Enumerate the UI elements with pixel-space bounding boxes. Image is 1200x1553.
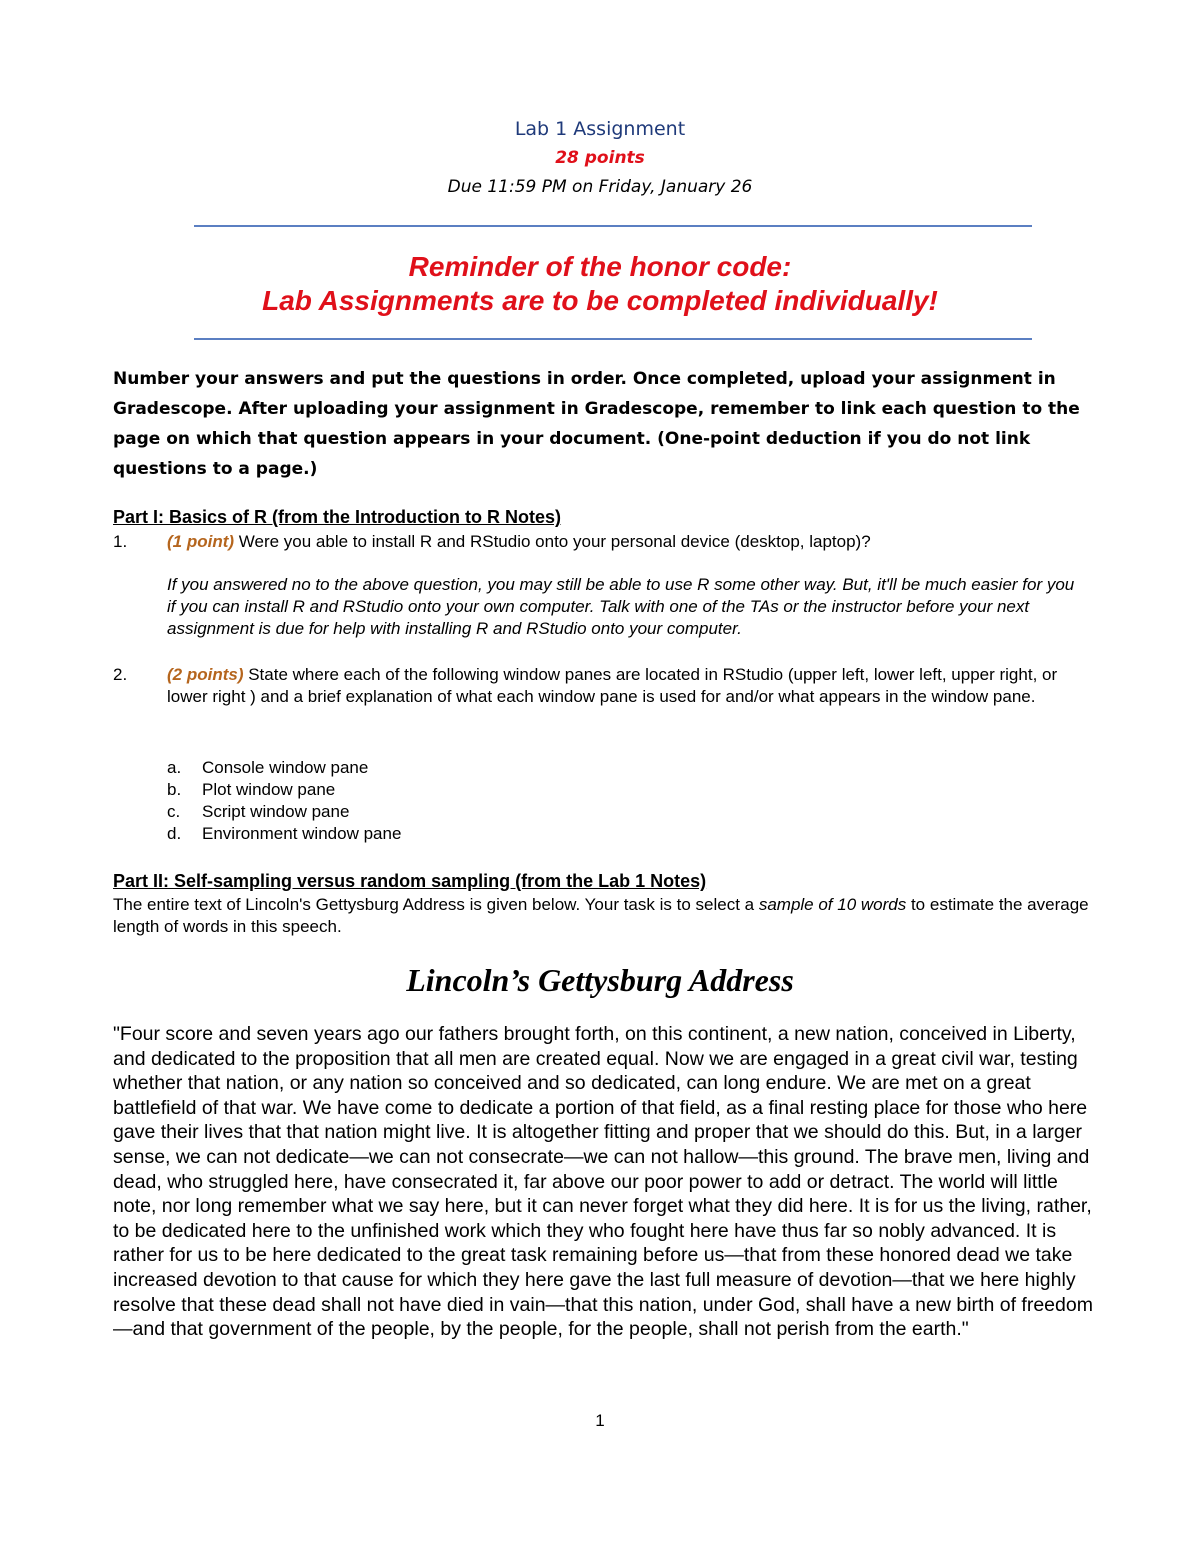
- q1-points: (1 point): [167, 532, 235, 551]
- part2-heading: Part II: Self-sampling versus random sampling (from the Lab 1 Notes): [113, 871, 707, 891]
- q2-text: State where each of the following window panes are located in RStudio (upper left, lower left, upper right, or lower right ) and a brief explanation of what each window pane is used for and/or what appears in the window pane.: [167, 665, 1058, 706]
- q2-item-letter: c.: [167, 802, 181, 821]
- top-divider: [194, 225, 1032, 227]
- part1-heading: Part I: Basics of R (from the Introduction to R Notes): [113, 507, 562, 527]
- part2-description: [113, 894, 1113, 938]
- q2-item-console: Console window pane: [202, 758, 369, 777]
- q1-note: If you answered no to the above question, you may still be able to use R some other way. But, it'll be much easier for you if you can install R and RStudio onto your own computer. Talk with one of the TAs or the instructor before your next assignment is due for help with installing R and RStudio onto your computer.: [167, 575, 1075, 638]
- bottom-divider: [194, 338, 1032, 340]
- honor-reminder-line2: Lab Assignments are to be completed individually!: [262, 285, 938, 316]
- q2-item-script: Script window pane: [202, 802, 350, 821]
- points-total: 28 points: [555, 148, 645, 168]
- page-number: 1: [595, 1411, 605, 1430]
- part2-text-before: The entire text of Lincoln's Gettysburg Address is given below. Your task is to select a: [113, 895, 759, 914]
- honor-reminder-line1: Reminder of the honor code:: [408, 251, 792, 282]
- q2-item-letter: b.: [167, 780, 182, 799]
- q2-item-letter: a.: [167, 758, 182, 777]
- q2-item-environment: Environment window pane: [202, 824, 402, 843]
- part2-text-after: to estimate the average length of words in this speech.: [113, 895, 1089, 936]
- speech-text: "Four score and seven years ago our fathers brought forth, on this continent, a new nation, conceived in Liberty, and dedicated to the proposition that all men are created equal. Now we are engaged in a great civil war, testing whether that nation, or any nation so conceived and so dedicated, can long endure. We are met on a great battlefield of that war. We have come to dedicate a portion of that field, as a final resting place for those who here gave their lives that that nation might live. It is altogether fitting and proper that we should do this. But, in a larger sense, we can not dedicate—we can not consecrate—we can not hallow—this ground. The brave men, living and dead, who struggled here, have consecrated it, far above our poor power to add or detract. The world will little note, nor long remember what we say here, but it can never forget what they did here. It is for us the living, rather, to be dedicated here to the unfinished work which they who fought here have thus far so nobly advanced. It is rather for us to be here dedicated to the great task remaining before us—that from these honored dead we take increased devotion to that cause for which they here gave the last full measure of devotion—that we here highly resolve that these dead shall not have died in vain—that this nation, under God, shall have a new birth of freedom—and that government of the people, by the people, for the people, shall not perish from the earth.": [113, 1023, 1093, 1341]
- assignment-title: Lab 1 Assignment: [514, 118, 686, 140]
- q1-number: 1.: [113, 532, 128, 551]
- q2-item-plot: Plot window pane: [202, 780, 336, 799]
- instructions-paragraph: Number your answers and put the questions in order. Once completed, upload your assignment in Gradescope. After uploading your assignment in Gradescope, remember to link each question to the page on which that question appears in your document. (One-point deduction if you do not link questions to a page.): [113, 369, 1080, 479]
- due-date: Due 11:59 PM on Friday, January 26: [447, 177, 753, 197]
- speech-title: Lincoln’s Gettysburg Address: [406, 962, 794, 998]
- q1-text: Were you able to install R and RStudio onto your personal device (desktop, laptop)?: [234, 532, 871, 551]
- q2-points: (2 points): [167, 665, 244, 684]
- q1-question: [167, 531, 1087, 553]
- part2-text-emphasis: sample of 10 words: [758, 895, 907, 914]
- q2-number: 2.: [113, 665, 128, 684]
- q2-question: [167, 664, 1087, 708]
- q2-item-letter: d.: [167, 824, 182, 843]
